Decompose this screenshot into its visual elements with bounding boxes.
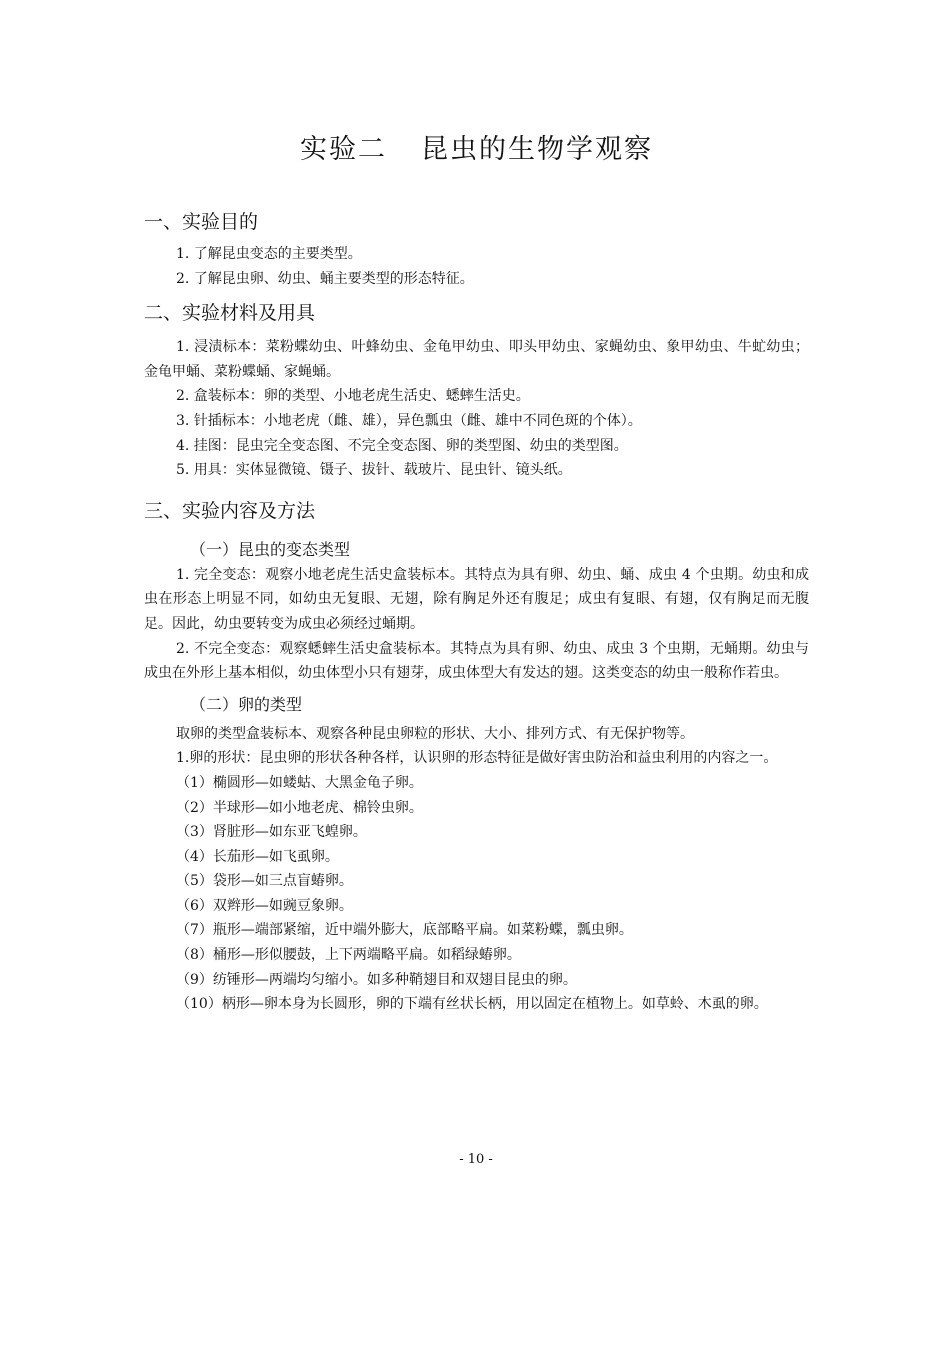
metamorphosis-para: 1. 完全变态：观察小地老虎生活史盒装标本。其特点为具有卵、幼虫、蛹、成虫 4 个虫期。幼虫和成虫在形态上明显不同，如幼虫无复眼、无翅，除有胸足外还有腹足；成虫有复眼、有翅，仅有胸足而无腹足。因此，幼虫要转变为成虫必须经过蛹期。 [144,566,809,632]
egg-shape-item: （4）长茄形—如飞虱卵。 [176,848,339,865]
egg-shape-item: （2）半球形—如小地老虎、棉铃虫卵。 [176,799,423,816]
egg-shape-item: （3）肾脏形—如东亚飞蝗卵。 [176,824,367,841]
egg-shape-item: （5）袋形—如三点盲蝽卵。 [176,873,353,890]
subsection-heading-egg-types: （二）卵的类型 [190,694,303,714]
section-heading-materials: 二、实验材料及用具 [144,302,316,325]
materials-item: 2. 盒装标本：卵的类型、小地老虎生活史、蟋蟀生活史。 [176,388,530,405]
egg-shape-item: （8）桶形—形似腰鼓，上下两端略平扁。如稻绿蝽卵。 [176,947,521,964]
metamorphosis-para: 2. 不完全变态：观察蟋蟀生活史盒装标本。其特点为具有卵、幼虫、成虫 3 个虫期，无蛹期。幼虫与成虫在外形上基本相似，幼虫体型小只有翅芽，成虫体型大有发达的翅。这类变态的幼虫一般称作若虫。 [144,640,809,682]
egg-shape-item: （7）瓶形—端部紧缩，近中端外膨大，底部略平扁。如菜粉蝶，瓢虫卵。 [176,922,633,939]
document-page [144,130,809,1017]
egg-shape-item: （6）双辫形—如豌豆象卵。 [176,897,353,914]
subsection-heading-metamorphosis: （一）昆虫的变态类型 [190,539,351,559]
purpose-item: 1. 了解昆虫变态的主要类型。 [176,246,362,262]
materials-item: 3. 针插标本：小地老虎（雌、雄），异色瓢虫（雌、雄中不同色斑的个体）。 [176,412,642,429]
section-heading-methods: 三、实验内容及方法 [144,499,316,522]
page-title [144,130,809,170]
egg-intro-para: 取卵的类型盒装标本、观察各种昆虫卵粒的形状、大小、排列方式、有无保护物等。 [176,725,694,742]
materials-item: 4. 挂图：昆虫完全变态图、不完全变态图、卵的类型图、幼虫的类型图。 [176,437,628,454]
egg-shape-para: 1.卵的形状：昆虫卵的形状各种各样，认识卵的形态特征是做好害虫防治和益虫利用的内容之一。 [176,750,778,767]
section-heading-purpose: 一、实验目的 [144,211,259,233]
egg-shape-item: （9）纺锤形—两端均匀缩小。如多种鞘翅目和双翅目昆虫的卵。 [176,971,577,988]
egg-shape-item: （1）椭圆形—如蝼蛄、大黑金龟子卵。 [176,774,423,791]
egg-shape-item: （10）柄形—卵本身为长圆形，卵的下端有丝状长柄，用以固定在植物上。如草蛉、木虱的卵。 [176,996,768,1013]
materials-item: 1. 浸渍标本：菜粉蝶幼虫、叶蜂幼虫、金龟甲幼虫、叩头甲幼虫、家蝇幼虫、象甲幼虫、牛虻幼虫；金龟甲蛹、菜粉蝶蛹、家蝇蛹。 [144,339,809,380]
purpose-item: 2. 了解昆虫卵、幼虫、蛹主要类型的形态特征。 [176,270,474,287]
title-main: 实验二 [300,134,387,165]
page-number: - 10 - [459,1152,493,1167]
materials-item: 5. 用具：实体显微镜、镊子、拔针、载玻片、昆虫针、镜头纸。 [176,462,572,479]
title-sub: 昆虫的生物学观察 [421,134,653,165]
